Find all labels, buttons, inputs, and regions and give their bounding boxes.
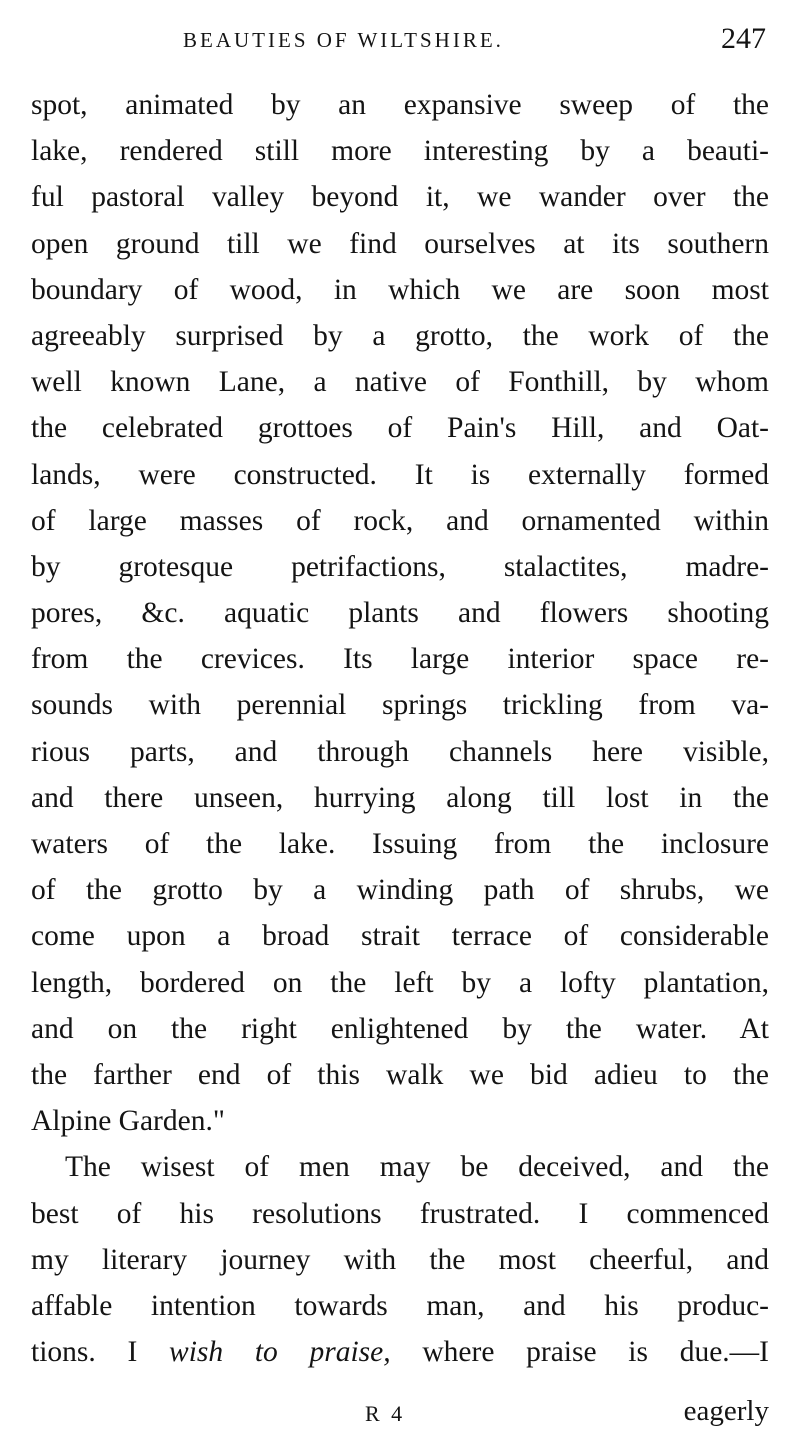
text-line: my literary journey with the most cheerful, and: [31, 1243, 769, 1276]
body-text: [31, 82, 769, 1375]
text-line: and there unseen, hurrying along till lost in the: [31, 781, 769, 814]
text-line: agreeably surprised by a grotto, the work of the: [31, 319, 769, 352]
text-line-paragraph-start: The wisest of men may be deceived, and the: [65, 1151, 769, 1184]
signature-mark: R 4: [365, 1401, 406, 1426]
catchword: eagerly: [683, 1395, 769, 1427]
line-text-before: tions. I: [31, 1336, 170, 1369]
text-line: and on the right enlightened by the water. At: [31, 1012, 769, 1045]
text-line: of large masses of rock, and ornamented within: [31, 504, 769, 537]
text-line-with-italic: [31, 1329, 769, 1375]
page-footer: [0, 1393, 800, 1443]
line-text-after: where praise is due.—I: [390, 1336, 769, 1369]
running-title: BEAUTIES OF WILTSHIRE.: [183, 28, 504, 52]
text-line: best of his resolutions frustrated. I commenced: [31, 1197, 769, 1230]
text-line: rious parts, and through channels here visible,: [31, 735, 769, 768]
page-header: [0, 22, 800, 62]
text-line: affable intention towards man, and his produc-: [31, 1289, 769, 1322]
page-number: 247: [721, 22, 766, 55]
text-line: lands, were constructed. It is externally formed: [31, 458, 769, 491]
text-line: from the crevices. Its large interior space re-: [31, 643, 769, 676]
text-line: lake, rendered still more interesting by a beauti-: [31, 135, 769, 168]
text-line: of the grotto by a winding path of shrubs, we: [31, 874, 769, 907]
text-line: boundary of wood, in which we are soon most: [31, 273, 769, 306]
text-line: sounds with perennial springs trickling from va-: [31, 689, 769, 722]
text-line: spot, animated by an expansive sweep of the: [31, 89, 769, 121]
text-line: open ground till we find ourselves at its southern: [31, 227, 769, 260]
text-line: well known Lane, a native of Fonthill, by whom: [31, 366, 769, 399]
text-line: ful pastoral valley beyond it, we wander over the: [31, 181, 769, 214]
text-line-paragraph-end: Alpine Garden.": [31, 1105, 225, 1138]
text-line: waters of the lake. Issuing from the inclosure: [31, 828, 769, 860]
italic-emphasis: wish to praise,: [169, 1336, 391, 1369]
text-line: the celebrated grottoes of Pain's Hill, and Oat-: [31, 412, 769, 445]
text-line: the farther end of this walk we bid adieu to the: [31, 1058, 769, 1091]
text-line: by grotesque petrifactions, stalactites, madre-: [31, 550, 769, 583]
text-line: length, bordered on the left by a lofty plantation,: [31, 966, 769, 999]
text-line: come upon a broad strait terrace of considerable: [31, 920, 769, 953]
text-line: pores, &c. aquatic plants and flowers shooting: [31, 597, 769, 630]
